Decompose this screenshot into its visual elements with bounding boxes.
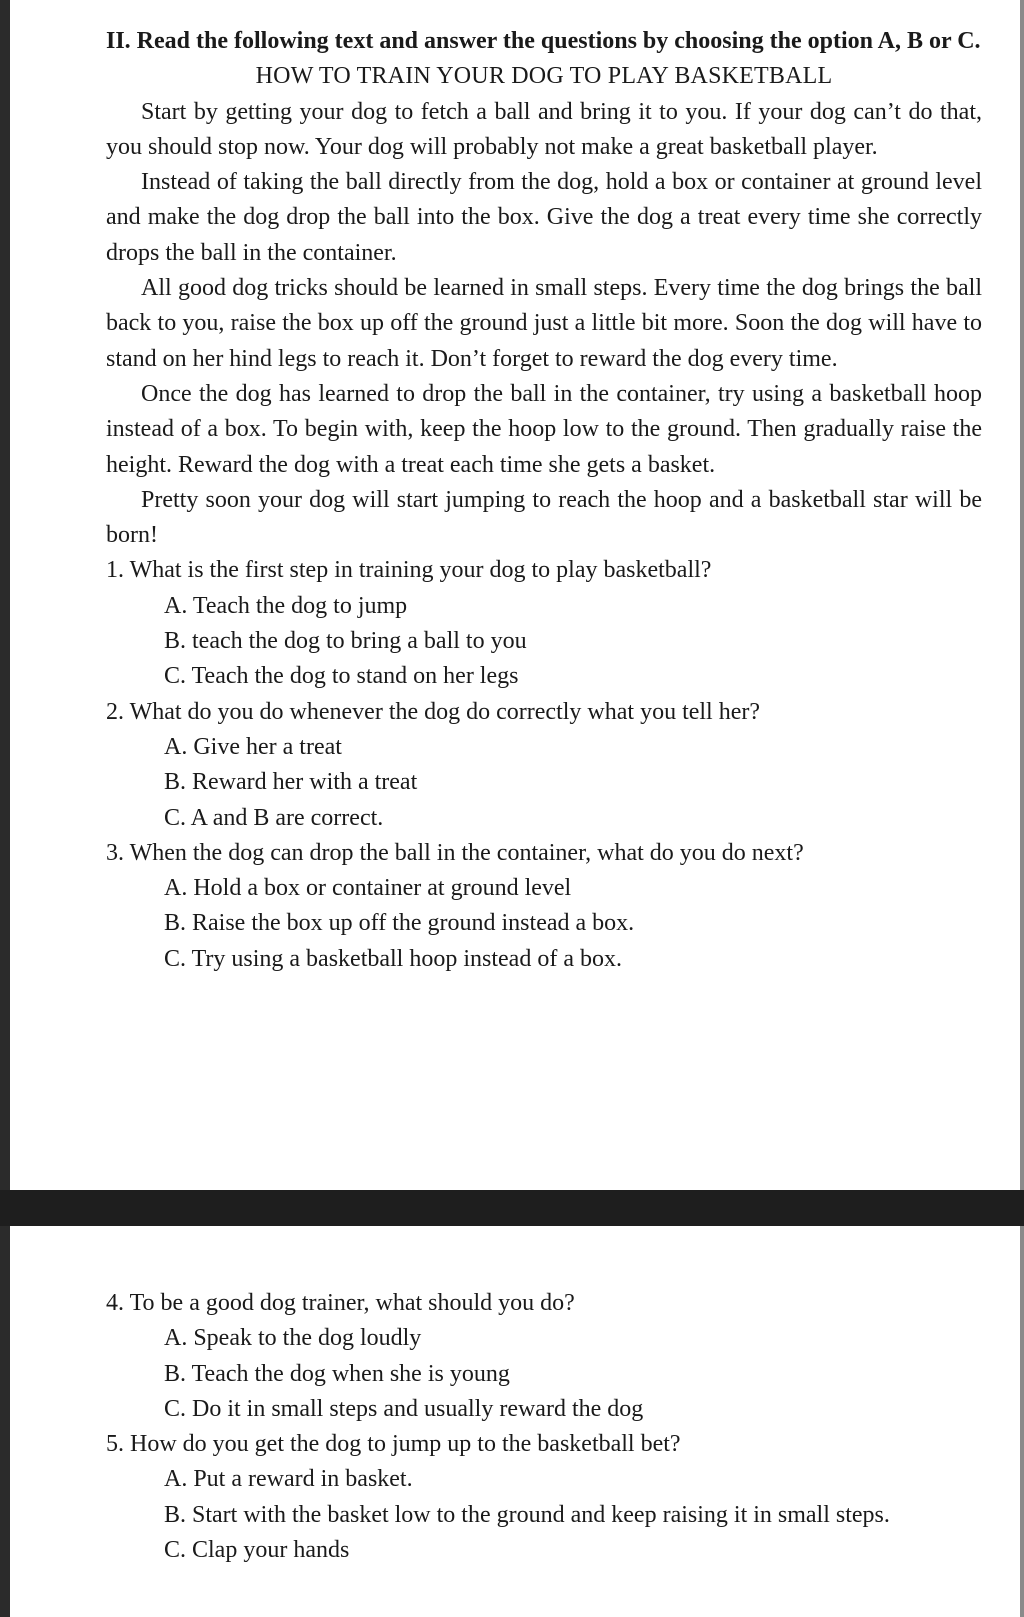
page-1-content <box>106 24 982 977</box>
question-3-option-a: A. Hold a box or container at ground level <box>164 875 572 902</box>
question-3-option-b: B. Raise the box up off the ground instead a box. <box>164 910 635 937</box>
question-5: 5. How do you get the dog to jump up to the basketball bet? <box>106 1431 681 1458</box>
paragraph-2: Instead of taking the ball directly from the dog, hold a box or container at ground level and make the dog drop the ball into the box. Give the dog a treat every time she correctly drops the ball in the container. <box>106 169 982 266</box>
question-4-option-c: C. Do it in small steps and usually reward the dog <box>164 1395 644 1422</box>
question-4-option-b: B. Teach the dog when she is young <box>164 1360 510 1387</box>
question-3: 3. When the dog can drop the ball in the container, what do you do next? <box>106 839 804 866</box>
question-5-option-a: A. Put a reward in basket. <box>164 1466 413 1493</box>
paragraph-4: Once the dog has learned to drop the ball in the container, try using a basketball hoop instead of a box. To begin with, keep the hoop low to the ground. Then gradually raise the height. Reward the dog with a treat each time she gets a basket. <box>106 380 982 478</box>
paragraph-1: Start by getting your dog to fetch a ball and bring it to you. If your dog can’t do that, you should stop now. Your dog will probably not make a great basketball player. <box>106 98 982 160</box>
question-1-option-b: B. teach the dog to bring a ball to you <box>164 628 527 655</box>
page-2 <box>10 1226 1020 1617</box>
question-2: 2. What do you do whenever the dog do correctly what you tell her? <box>106 698 761 725</box>
page-1 <box>10 0 1020 1190</box>
question-5-option-c: C. Clap your hands <box>164 1537 350 1564</box>
question-1: 1. What is the first step in training your dog to play basketball? <box>106 557 712 584</box>
section-heading: II. Read the following text and answer the questions by choosing the option A, B or C. <box>106 28 981 54</box>
page-2-content <box>106 1286 982 1568</box>
question-4-option-a: A. Speak to the dog loudly <box>164 1325 422 1352</box>
question-3-option-c: C. Try using a basketball hoop instead of a box. <box>164 945 622 972</box>
passage-title: HOW TO TRAIN YOUR DOG TO PLAY BASKETBALL <box>255 63 833 90</box>
question-1-option-a: A. Teach the dog to jump <box>164 592 408 619</box>
question-1-option-c: C. Teach the dog to stand on her legs <box>164 663 519 690</box>
paragraph-3: All good dog tricks should be learned in small steps. Every time the dog brings the ball back to you, raise the box up off the ground just a little bit more. Soon the dog will have to stand on her hind legs to reach it. Don’t forget to reward the dog every time. <box>106 275 982 372</box>
page-divider <box>0 1190 1024 1226</box>
paragraph-5: Pretty soon your dog will start jumping to reach the hoop and a basketball star will be born! <box>106 486 982 549</box>
question-2-option-c: C. A and B are correct. <box>164 804 384 831</box>
question-5-option-b: B. Start with the basket low to the ground and keep raising it in small steps. <box>164 1501 890 1528</box>
right-border <box>1020 0 1024 1617</box>
question-4: 4. To be a good dog trainer, what should you do? <box>106 1290 575 1316</box>
question-2-option-a: A. Give her a treat <box>164 733 342 760</box>
question-2-option-b: B. Reward her with a treat <box>164 769 418 796</box>
left-border <box>0 0 10 1617</box>
